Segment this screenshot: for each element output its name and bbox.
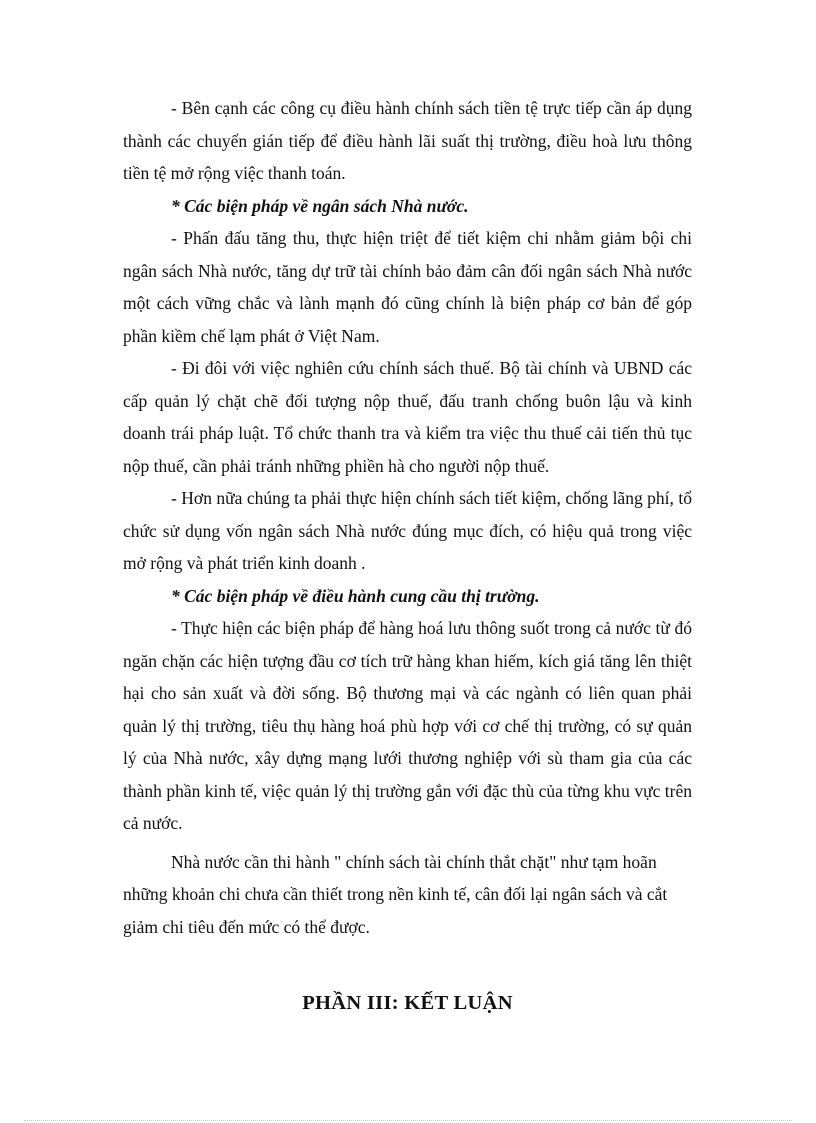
page-bottom-divider	[24, 1120, 792, 1121]
section-heading-state-budget: * Các biện pháp về ngân sách Nhà nước.	[171, 195, 469, 216]
paragraph-tax-policy: - Đi đôi với việc nghiên cứu chính sách thuế. Bộ tài chính và UBND các cấp quản lý chặt chẽ đối tượng nộp thuế, đấu tranh chống buôn lậu và kinh doanh trái pháp luật. Tổ chức thanh tra và kiểm tra việc thu thuế cải tiến thủ tục nộp thuế, cần phải tránh những phiền hà cho người nộp thuế.	[123, 358, 692, 476]
paragraph-goods-circulation: - Thực hiện các biện pháp để hàng hoá lưu thông suốt trong cả nước từ đó ngăn chặn các hiện tượng đầu cơ tích trữ hàng khan hiếm, kích giá tăng lên thiệt hại cho sản xuất và đời sống. Bộ thương mại và các ngành có liên quan phải quản lý thị trường, tiêu thụ hàng hoá phù hợp với cơ chế thị trường, có sự quản lý của Nhà nước, xây dựng mạng lưới thương nghiệp với sù tham gia của các thành phần kinh tế, việc quản lý thị trường gắn với đặc thù của từng khu vực trên cả nước.	[123, 618, 692, 833]
section-heading-market-supply-demand: * Các biện pháp về điều hành cung cầu thị trường.	[171, 585, 540, 606]
paragraph-tight-fiscal-policy: Nhà nước cần thi hành " chính sách tài chính thắt chặt" như tạm hoãn những khoản chi chưa cần thiết trong nền kinh tế, cân đối lại ngân sách và cắt giảm chi tiêu đến mức có thể được.	[123, 851, 668, 937]
paragraph-monetary-tools: - Bên cạnh các công cụ điều hành chính sách tiền tệ trực tiếp cần áp dụng thành các chuyển gián tiếp để điều hành lãi suất thị trường, điều hoà lưu thông tiền tệ mở rộng việc thanh toán.	[123, 98, 692, 183]
conclusion-heading: PHẦN III: KẾT LUẬN	[302, 992, 513, 1014]
paragraph-savings-policy: - Hơn nữa chúng ta phải thực hiện chính sách tiết kiệm, chống lãng phí, tổ chức sử dụng vốn ngân sách Nhà nước đúng mục đích, có hiệu quả trong việc mở rộng và phát triển kinh doanh .	[123, 488, 692, 573]
document-body	[123, 92, 692, 943]
paragraph-budget-revenue: - Phấn đấu tăng thu, thực hiện triệt để tiết kiệm chi nhằm giảm bội chi ngân sách Nhà nước, tăng dự trữ tài chính bảo đảm cân đối ngân sách Nhà nước một cách vững chắc và lành mạnh đó cũng chính là biện pháp cơ bản để góp phần kiềm chế lạm phát ở Việt Nam.	[123, 228, 692, 346]
